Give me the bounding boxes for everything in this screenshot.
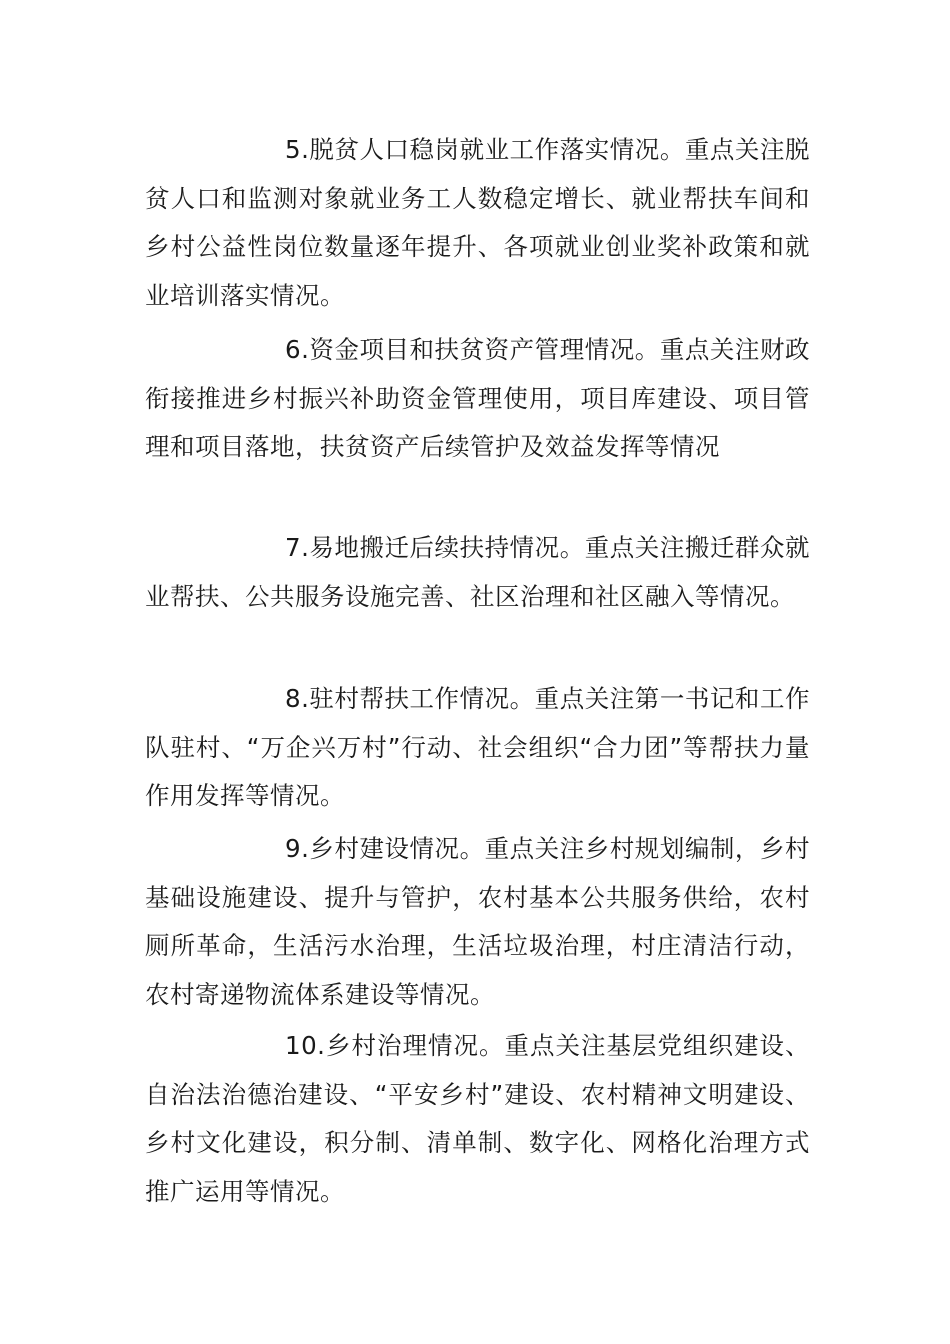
paragraph-7: 7.易地搬迁后续扶持情况。重点关注搬迁群众就业帮扶、公共服务设施完善、社区治理和社区融入等情况。 (145, 533, 810, 611)
paragraph-9: 9.乡村建设情况。重点关注乡村规划编制，乡村基础设施建设、提升与管护，农村基本公共服务供给，农村厕所革命，生活污水治理，生活垃圾治理，村庄清洁行动，农村寄递物流体系建设等情况。 (145, 834, 810, 1009)
paragraph-10: 10.乡村治理情况。重点关注基层党组织建设、自治法治德治建设、“平安乡村”建设、农村精神文明建设、乡村文化建设，积分制、清单制、数字化、网格化治理方式推广运用等情况。 (145, 1031, 810, 1206)
paragraph-8: 8.驻村帮扶工作情况。重点关注第一书记和工作队驻村、“万企兴万村”行动、社会组织“合力团”等帮扶力量作用发挥等情况。 (145, 684, 810, 810)
paragraph-6: 6.资金项目和扶贫资产管理情况。重点关注财政衔接推进乡村振兴补助资金管理使用，项目库建设、项目管理和项目落地，扶贫资产后续管护及效益发挥等情况 (145, 335, 810, 461)
paragraph-5: 5.脱贫人口稳岗就业工作落实情况。重点关注脱贫人口和监测对象就业务工人数稳定增长、就业帮扶车间和乡村公益性岗位数量逐年提升、各项就业创业奖补政策和就业培训落实情况。 (145, 135, 810, 310)
